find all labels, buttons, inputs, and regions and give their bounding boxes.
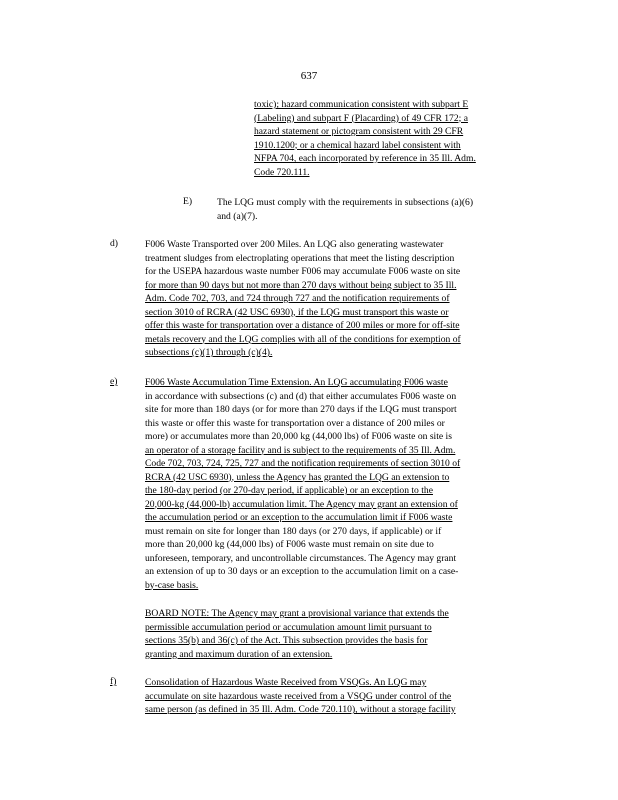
board-note: [145, 607, 541, 661]
item-e2-label: e): [110, 376, 118, 387]
text-line: for the USEPA hazardous waste number F006 may accumulate F006 waste on site: [145, 266, 461, 277]
item-f-text: [145, 676, 541, 717]
text-line: F006 Waste Transported over 200 Miles. An LQG also generating wastewater: [145, 239, 444, 250]
text-line: this waste or offer this waste for transportation over a distance of 200 miles or: [145, 417, 445, 429]
text-line: Consolidation of Hazardous Waste Received from VSQGs. An LQG may: [145, 677, 427, 688]
text-line: toxic); hazard communication consistent with subpart E: [254, 99, 469, 110]
text-line: same person (as defined in 35 Ill. Adm. Code 720.110), without a storage facility: [145, 704, 456, 715]
text-line: offer this waste for transportation over a distance of 200 miles or more for off-site: [145, 320, 460, 331]
text-line: by-case basis.: [145, 579, 199, 591]
item-e2-text: [145, 376, 541, 592]
text-line: RCRA (42 USC 6930), unless the Agency has granted the LQG an extension to: [145, 471, 450, 483]
item-d-text: [145, 238, 541, 360]
text-line: and (a)(7).: [217, 210, 258, 222]
text-line: 20,000-kg (44,000-lb) accumulation limit. The Agency may grant an extension of: [145, 498, 458, 510]
text-line: in accordance with subsections (c) and (d) that either accumulates F006 waste on: [145, 390, 457, 402]
text-line: NFPA 704, each incorporated by reference in 35 Ill. Adm.: [254, 153, 476, 164]
item-d-label: d): [110, 238, 118, 249]
text-line: subsections (c)(1) through (c)(4).: [145, 347, 273, 358]
text-line: must remain on site for longer than 180 days (or 270 days, if applicable) or if: [145, 525, 442, 537]
text-line: sections 35(b) and 36(c) of the Act. This subsection provides the basis for: [145, 635, 428, 646]
text-line: hazard statement or pictogram consistent with 29 CFR: [254, 126, 464, 137]
text-line: Code 720.111.: [254, 166, 310, 178]
text-line: metals recovery and the LQG complies with all of the conditions for exemption of: [145, 333, 461, 345]
text-line: unforeseen, temporary, and uncontrollable circumstances. The Agency may grant: [145, 552, 457, 564]
item-e-label: E): [183, 196, 193, 207]
text-line: accumulate on site hazardous waste received from a VSQG under control of the: [145, 690, 452, 702]
text-line: more) or accumulates more than 20,000 kg (44,000 lbs) of F006 waste on site is: [145, 431, 452, 442]
page-number: 637: [300, 70, 318, 82]
text-line: the accumulation period or an exception to the accumulation limit if F006 waste: [145, 512, 453, 523]
text-line: BOARD NOTE: The Agency may grant a provisional variance that extends the: [145, 608, 449, 619]
item-e-text: [217, 196, 527, 223]
item-f-label: f): [110, 676, 117, 687]
text-line: F006 Waste Accumulation Time Extension. An LQG accumulating F006 waste: [145, 377, 448, 388]
text-line: site for more than 180 days (or for more than 270 days if the LQG must transport: [145, 404, 457, 415]
text-line: an operator of a storage facility and is subject to the requirements of 35 Ill. Adm.: [145, 444, 456, 456]
text-line: an extension of up to 30 days or an exception to the accumulation limit on a case-: [145, 566, 459, 577]
text-line: for more than 90 days but not more than 270 days without being subject to 35 Ill.: [145, 279, 457, 291]
text-line: Adm. Code 702, 703, and 724 through 727 and the notification requirements of: [145, 293, 450, 304]
text-line: 1910.1200; or a chemical hazard label consistent with: [254, 139, 461, 151]
text-line: (Labeling) and subpart F (Placarding) of 49 CFR 172; a: [254, 112, 468, 124]
toxic-block: [254, 98, 530, 179]
text-line: treatment sludges from electroplating operations that meet the listing description: [145, 252, 455, 264]
text-line: the 180-day period (or 270-day period, if applicable) or an exception to the: [145, 485, 433, 496]
text-line: permissible accumulation period or accumulation amount limit pursuant to: [145, 621, 432, 633]
text-line: The LQG must comply with the requirements in subsections (a)(6): [217, 197, 474, 208]
text-line: granting and maximum duration of an extension.: [145, 648, 333, 660]
text-line: section 3010 of RCRA (42 USC 6930), if the LQG must transport this waste or: [145, 306, 449, 318]
text-line: Code 702, 703, 724, 725, 727 and the notification requirements of section 3010 of: [145, 458, 461, 469]
text-line: more than 20,000 kg (44,000 lbs) of F006 waste must remain on site due to: [145, 539, 434, 550]
